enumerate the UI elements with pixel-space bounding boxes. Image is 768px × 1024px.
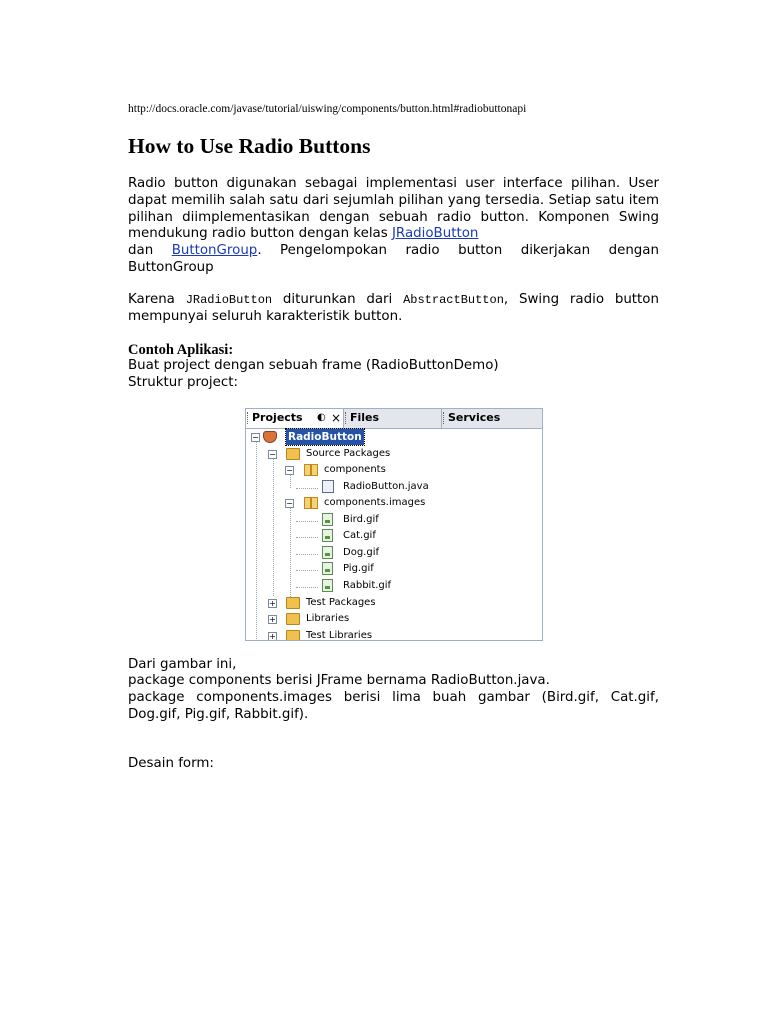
restore-icon[interactable]: ◐ — [317, 412, 326, 423]
expand-icon[interactable]: + — [269, 632, 276, 641]
code-abstractbutton: AbstractButton — [403, 293, 504, 307]
tree-label: components.images — [324, 497, 426, 508]
tab-projects-label: Projects — [252, 411, 303, 424]
tab-grip — [443, 412, 446, 424]
intro-and: dan — [128, 243, 172, 259]
tree-node-source-packages[interactable] — [246, 446, 536, 462]
tree-label: Test Libraries — [306, 630, 373, 641]
tree-node-test-libraries[interactable] — [246, 628, 536, 641]
image-file-icon — [322, 529, 333, 542]
package-icon — [304, 464, 318, 476]
tree-label: Pig.gif — [343, 563, 374, 574]
after-line-2: package components berisi JFrame bernama RadioButton.java. — [128, 673, 550, 688]
image-file-icon — [322, 579, 333, 592]
intro-paragraph — [128, 176, 659, 277]
tree-label: components — [324, 464, 386, 475]
panel-tabs — [246, 409, 542, 429]
tree-node-components[interactable] — [246, 462, 536, 478]
java-file-icon — [322, 480, 334, 493]
tree-node-bird[interactable] — [246, 512, 536, 528]
after-line-3: package components.images berisi lima buah gambar (Bird.gif, Cat.gif, Dog.gif, Pig.gif, Rabbit.gif). — [128, 690, 659, 722]
after-line-1: Dari gambar ini, — [128, 657, 237, 672]
tree-node-root[interactable] — [246, 429, 536, 445]
tree-label: RadioButton — [288, 431, 362, 443]
tab-files[interactable] — [344, 409, 442, 428]
tree-node-dog[interactable] — [246, 545, 536, 561]
image-file-icon — [322, 513, 333, 526]
tab-services-label: Services — [448, 411, 501, 424]
tree-label: Bird.gif — [343, 514, 379, 525]
code-jradiobutton: JRadioButton — [185, 293, 273, 307]
tree-label: Cat.gif — [343, 530, 376, 541]
tab-grip — [345, 412, 348, 424]
library-folder-icon — [286, 613, 300, 625]
tree-label: Libraries — [306, 613, 350, 624]
tree-label: Test Packages — [306, 597, 376, 608]
image-file-icon — [322, 546, 333, 559]
tree-label: Dog.gif — [343, 547, 379, 558]
tree-node-test-packages[interactable] — [246, 595, 536, 611]
source-url: http://docs.oracle.com/javase/tutorial/uiswing/components/button.html#radiobuttonapi — [128, 103, 527, 115]
expand-icon[interactable]: + — [269, 599, 276, 608]
library-folder-icon — [286, 630, 300, 641]
page-title: How to Use Radio Buttons — [128, 134, 371, 158]
inheritance-text-1: Karena — [128, 292, 186, 307]
close-icon[interactable]: × — [331, 411, 342, 425]
buttongroup-link[interactable]: ButtonGroup — [171, 243, 258, 259]
intro-rest: . Pengelompokan radio button dikerjakan dengan ButtonGroup — [128, 243, 659, 275]
tab-grip — [247, 412, 250, 424]
tab-services[interactable] — [442, 409, 542, 428]
tab-files-label: Files — [350, 411, 380, 424]
tree-node-rabbit[interactable] — [246, 578, 536, 594]
tree-node-libraries[interactable] — [246, 611, 536, 627]
tree-node-radiobutton-java[interactable] — [246, 479, 536, 495]
example-line-1: Buat project dengan sebuah frame (RadioButtonDemo) — [128, 358, 499, 373]
collapse-icon[interactable]: − — [252, 433, 259, 442]
example-heading: Contoh Aplikasi: — [128, 342, 234, 358]
collapse-icon[interactable]: − — [269, 450, 276, 459]
intro-text: Radio button digunakan sebagai implementasi user interface pilihan. User dapat memilih salah satu dari sejumlah pilihan yang tersedia. Setiap satu item pilihan diimplementasikan dengan sebuah radio button. Komponen Swing mendukung radio button dengan kelas — [128, 176, 659, 242]
inheritance-text-3: , Swing radio button mempunyai seluruh karakteristik button. — [128, 292, 659, 324]
tree-node-pig[interactable] — [246, 561, 536, 577]
tree-node-cat[interactable] — [246, 528, 536, 544]
example-line-2: Struktur project: — [128, 375, 238, 390]
tree-label: RadioButton.java — [343, 481, 429, 492]
project-icon — [263, 431, 277, 443]
tree-node-components-images[interactable] — [246, 495, 536, 511]
design-form-label: Desain form: — [128, 756, 214, 771]
folder-icon — [286, 448, 300, 460]
collapse-icon[interactable]: − — [286, 499, 293, 508]
collapse-icon[interactable]: − — [286, 466, 293, 475]
inheritance-paragraph — [128, 292, 659, 326]
folder-icon — [286, 597, 300, 609]
inheritance-text-2: diturunkan dari — [272, 292, 404, 307]
jradiobutton-link[interactable]: JRadioButton — [391, 226, 479, 242]
expand-icon[interactable]: + — [269, 615, 276, 624]
tree-label: Rabbit.gif — [343, 580, 392, 591]
tab-projects[interactable] — [246, 409, 344, 428]
tree-label: Source Packages — [306, 448, 391, 459]
project-panel — [245, 408, 543, 641]
image-file-icon — [322, 562, 333, 575]
package-icon — [304, 497, 318, 509]
